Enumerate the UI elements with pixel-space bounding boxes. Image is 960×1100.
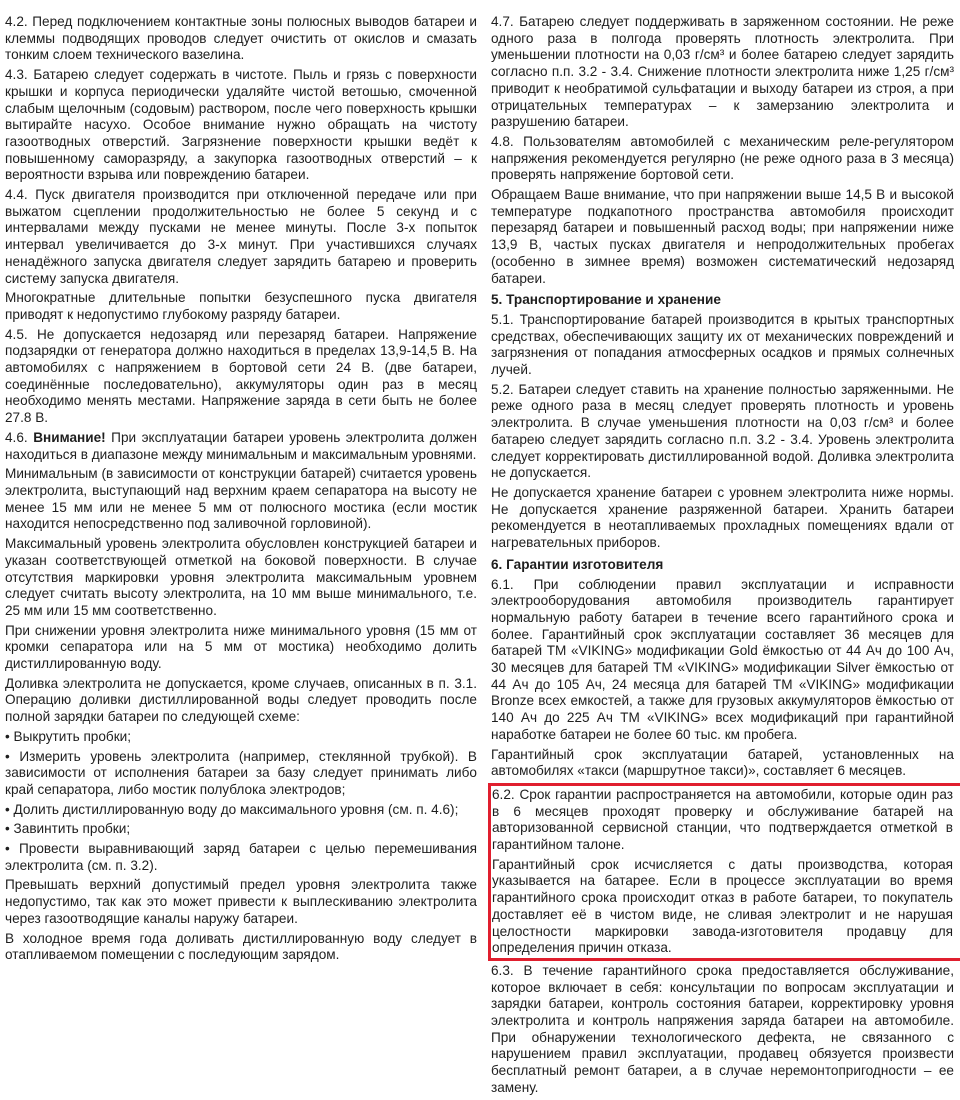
- paragraph-min-level: Минимальным (в зависимости от конструкции батарей) считается уровень электролита, выступающий над верхним краем сепаратора на высоту не менее 15 мм или не менее 5 мм от полюсного мостика (если мостик находится непосредственно под заливочной горловиной).: [5, 466, 477, 532]
- left-column: [5, 14, 477, 967]
- paragraph-voltage-note: Обращаем Ваше внимание, что при напряжении выше 14,5 В и высокой температуре подкапотного пространства автомобиля происходит перезаряд батареи и повышенный расход воды; при напряжении ниже 13,9 В, частых пусках двигателя и непродолжительных пробегах (особенно в зимнее время) возможен систематический недозаряд батареи.: [491, 187, 954, 286]
- right-column: [491, 14, 954, 1100]
- section-4-6-number: 4.6.: [5, 429, 28, 445]
- paragraph-topping-up: Доливка электролита не допускается, кроме случаев, описанных в п. 3.1. Операцию доливки дистиллированной воды следует проводить после полной зарядки батареи по следующей схеме:: [5, 675, 477, 725]
- paragraph-start-attempts: Многократные длительные попытки безуспешного пуска двигателя приводят к недопустимо глубокому разряду батареи.: [5, 290, 477, 322]
- bullet-item: • Долить дистиллированную воду до максимального уровня (см. п. 4.6);: [5, 802, 477, 819]
- section-4-3: 4.3. Батарею следует содержать в чистоте. Пыль и грязь с поверхности крышки и корпуса периодически удаляйте чистой ветошью, смоченной слабым щелочным (содовым) раствором, после чего поверхность крышки вытирайте насухо. Особое внимание нужно обращать на чистоту газоотводных отверстий. Загрязнение поверхности крышки ведёт к повышенному саморазряду, а закупорка газоотводных отверстий – к вероятности взрыва или повреждению батареи.: [5, 67, 477, 183]
- paragraph-cold-season: В холодное время года доливать дистиллированную воду следует в отапливаемом помещении с последующим зарядом.: [5, 930, 477, 963]
- section-5-2: 5.2. Батареи следует ставить на хранение полностью заряженными. Не реже одного раза в месяц следует проверять плотность и уровень электролита. В случае уменьшения плотности на 0,03 г/см³ и более батарею следует зарядить согласно п.п. 3.2 - 3.4. Уровень электролита следует корректировать дистиллированной водой. Доливка электролита не допускается.: [491, 381, 954, 481]
- heading-transport-storage: 5. Транспортирование и хранение: [491, 292, 721, 308]
- section-6-2: 6.2. Срок гарантии распространяется на автомобили, которые один раз в 6 месяцев проходят проверку и обслуживание батарей на авторизованной сервисной станции, что подтверждается отметкой в гарантийном талоне.: [492, 786, 953, 853]
- warning-label: Внимание!: [33, 429, 106, 445]
- section-4-8: 4.8. Пользователям автомобилей с механическим реле-регулятором напряжения рекомендуется регулярно (не реже одного раза в 3 месяца) проверять напряжение бортовой сети.: [491, 133, 954, 183]
- paragraph-overfill: Превышать верхний допустимый предел уровня электролита также недопустимо, так как это может привести к выплескиванию электролита через газоотводящие каналы наружу батареи.: [5, 877, 477, 926]
- paragraph-max-level: Максимальный уровень электролита обусловлен конструкцией батареи и указан соответствующей отметкой на боковой поверхности. В случае отсутствия маркировки уровня электролита максимальным уровнем следует считать высоту электролита, на 10 мм выше минимального, т.е. 25 мм или 15 мм соответственно.: [5, 536, 477, 618]
- section-4-6-text: При эксплуатации батареи уровень электролита должен находиться в диапазоне между минимальным и максимальным уровнями.: [5, 429, 477, 462]
- section-4-5: 4.5. Не допускается недозаряд или перезаряд батареи. Напряжение подзарядки от генератора должно находиться в пределах 13,9-14,5 В. На автомобилях с напряжением в бортовой сети 24 В. (две батареи, соединённые последовательно), аккумуляторы один раз в месяц необходимо менять местами. Напряжение заряда в сети быть не более 27.8 В.: [5, 326, 477, 426]
- bullet-item: • Измерить уровень электролита (например, стеклянной трубкой). В зависимости от исполнения батареи за базу следует принимать либо край сепаратора, либо мостик полублока электродов;: [5, 749, 477, 799]
- bullet-item: • Завинтить пробки;: [5, 821, 477, 838]
- bullet-item: • Выкрутить пробки;: [5, 729, 477, 746]
- paragraph-warranty-start: Гарантийный срок исчисляется с даты производства, которая указывается на батарее. Если в процессе эксплуатации во время гарантийного срока происходит отказ в работе батареи, то покупатель доставляет её в чистом виде, не сливая электролит и не нарушая целостности маркировки завода-изготовителя продавцу для определения причин отказа.: [492, 856, 953, 956]
- bullet-item: • Провести выравнивающий заряд батареи с целью перемешивания электролита (см. п. 3.2).: [5, 841, 477, 874]
- section-4-6: [5, 430, 477, 463]
- section-4-4: 4.4. Пуск двигателя производится при отключенной передаче или при выжатом сцеплении продолжительностью не более 5 секунд и с интервалами между пусками не менее минуты. После 3-х попыток интервал увеличивается до 3-х минут. При участившихся случаях ненадёжного запуска двигателя следует зарядить батарею и проверить систему запуска двигателя.: [5, 187, 477, 286]
- highlighted-warranty-box: [488, 783, 960, 961]
- section-4-7: 4.7. Батарею следует поддерживать в заряженном состоянии. Не реже одного раза в полгода проверять плотность электролита. При уменьшении плотности на 0,03 г/см³ и более батарею следует зарядить согласно п.п. 3.2 - 3.4. Снижение плотности электролита ниже 1,25 г/см³ приводит к необратимой сульфатации и выходу батареи из строя, а при отрицательных температурах – к замерзанию электролита и разрушению батареи.: [491, 14, 954, 130]
- section-6-3: 6.3. В течение гарантийного срока предоставляется обслуживание, которое включает в себя: консультации по вопросам эксплуатации и зарядки батареи, контроль состояния батареи, корректировку уровня электролита и контроль напряжения заряда батареи на автомобиле. При обнаружении технологического дефекта, не связанного с нарушением правил эксплуатации, продавец обязуется произвести бесплатный ремонт батареи, а в случае неремонтопригодности – ее замену.: [491, 962, 954, 1095]
- section-5-1: 5.1. Транспортирование батарей производится в крытых транспортных средствах, обеспечивающих защиту их от механических повреждений и загрязнения от попадания атмосферных осадков и прямых солнечных лучей.: [491, 311, 954, 378]
- heading-warranty: 6. Гарантии изготовителя: [491, 556, 664, 572]
- paragraph-storage-rules: Не допускается хранение батареи с уровнем электролита ниже нормы. Не допускается хранение разряженной батареи. Хранить батареи рекомендуется в неотапливаемых прохладных помещениях вдали от нагревательных приборов.: [491, 484, 954, 551]
- section-4-2: 4.2. Перед подключением контактные зоны полюсных выводов батареи и клеммы подводящих проводов следует очистить от окислов и смазать тонким слоем технического вазелина.: [5, 14, 477, 63]
- paragraph-taxi-warranty: Гарантийный срок эксплуатации батарей, установленных на автомобилях «такси (маршрутное такси)», составляет 6 месяцев.: [491, 746, 954, 779]
- paragraph-low-level: При снижении уровня электролита ниже минимального уровня (15 мм от кромки сепаратора или на 5 мм от мостика) необходимо долить дистиллированную воду.: [5, 622, 477, 672]
- section-6-1: 6.1. При соблюдении правил эксплуатации и исправности электрооборудования автомобиля производитель гарантирует нормальную работу батареи в течение всего гарантийного срока и более. Гарантийный срок эксплуатации составляет 36 месяцев для батарей ТМ «VIKING» модификации Gold ёмкостью от 44 Ач до 100 Ач, 30 месяцев для батарей ТМ «VIKING» модификации Silver ёмкостью от 44 Ач до 105 Ач, 24 месяца для батарей ТМ «VIKING» модификации Bronze всех емкостей, а также для грузовых аккумуляторов ёмкостью от 140 Ач до 225 Ач ТМ «VIKING» всех модификаций при гарантийной наработке батареи не более 60 тыс. км пробега.: [491, 576, 954, 742]
